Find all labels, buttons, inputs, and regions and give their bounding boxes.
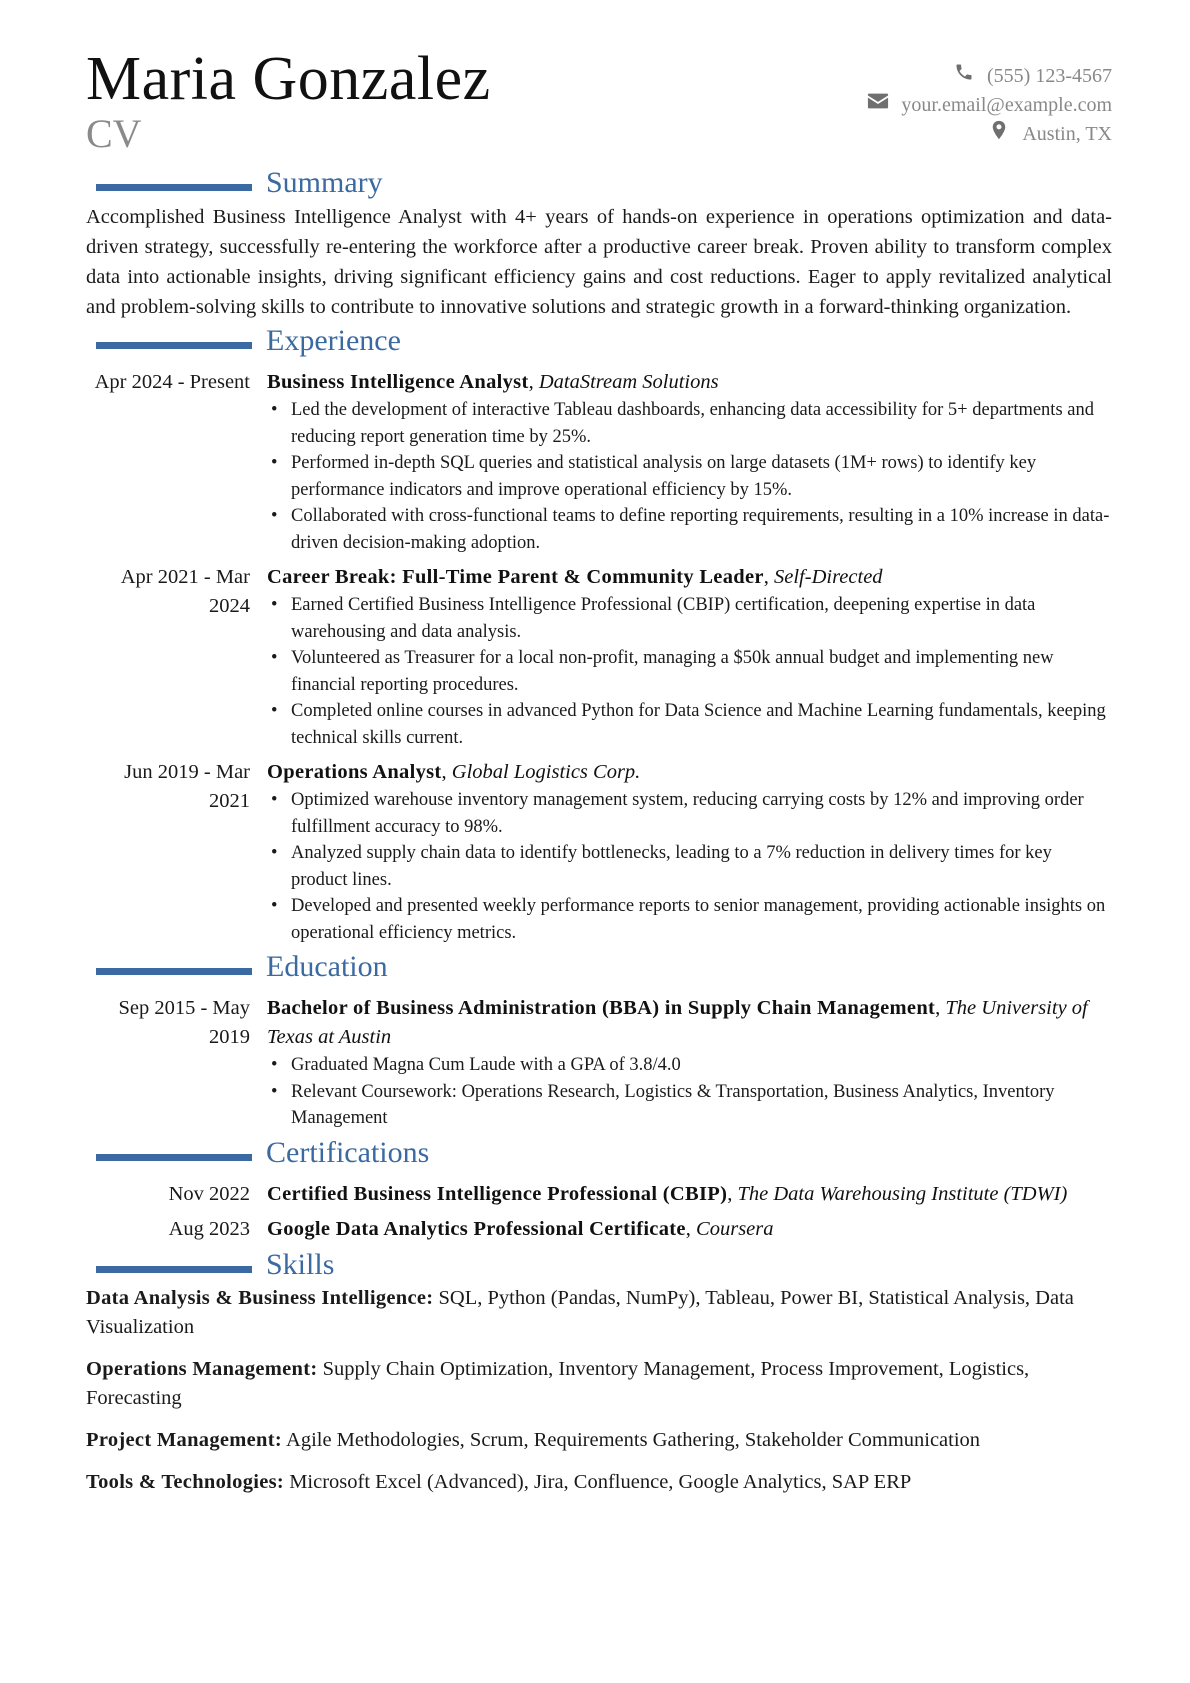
document-label: CV	[86, 111, 142, 156]
cv-page	[86, 40, 1112, 1510]
skill-label: Operations Management:	[86, 1357, 318, 1380]
skill-label: Data Analysis & Business Intelligence:	[86, 1286, 434, 1309]
section-title: Skills	[266, 1247, 335, 1281]
skill-value: Microsoft Excel (Advanced), Jira, Confluence, Google Analytics, SAP ERP	[289, 1470, 912, 1493]
bullet-list	[267, 397, 1112, 556]
skill-row	[86, 1284, 1112, 1342]
entry-role: Bachelor of Business Administration (BBA) in Supply Chain Management	[267, 997, 936, 1019]
entry-title: Google Data Analytics Professional Certificate, Coursera	[267, 1217, 774, 1240]
entry-org: Self-Directed	[774, 566, 883, 588]
email-address[interactable]: your.email@example.com	[901, 94, 1112, 116]
entry-role: Business Intelligence Analyst	[267, 371, 529, 393]
entry-date: Nov 2022	[168, 1182, 250, 1205]
location-text: Austin, TX	[1022, 123, 1112, 145]
skill-row	[86, 1468, 1112, 1497]
skill-row	[86, 1355, 1112, 1413]
skill-value: Agile Methodologies, Scrum, Requirements Gathering, Stakeholder Communication	[286, 1428, 981, 1451]
entry-date: Aug 2023	[168, 1217, 250, 1240]
section-accent-bar	[96, 1154, 252, 1161]
section-accent-bar	[96, 968, 252, 975]
entry-body	[267, 994, 1112, 1132]
bullet-list	[267, 1052, 1112, 1132]
section-accent-bar	[96, 342, 252, 349]
entry-body	[267, 563, 1112, 751]
section-title: Education	[266, 950, 388, 983]
entry-title: Operations Analyst, Global Logistics Corp.	[267, 761, 641, 783]
education-entry	[86, 994, 1112, 1132]
cv-header	[86, 45, 1112, 168]
section-skills-header	[86, 1247, 1112, 1284]
contact-block	[867, 62, 1112, 149]
entry-date: Apr 2024 - Present	[94, 371, 250, 393]
entry-role: Certified Business Intelligence Professional (CBIP)	[267, 1182, 728, 1205]
entry-body	[267, 1180, 1112, 1209]
list-item: • Completed online courses in advanced Python for Data Science and Machine Learning fundamentals, keeping technical skills current.	[267, 698, 1112, 751]
entry-body	[267, 1215, 1112, 1244]
section-summary-header	[86, 168, 1112, 202]
entry-org: DataStream Solutions	[538, 371, 719, 393]
entry-body	[267, 368, 1112, 556]
list-item: • Led the development of interactive Tableau dashboards, enhancing data accessibility for 5+ departments and reducing report generation time by 25%.	[267, 397, 1112, 450]
bullet-list	[267, 787, 1112, 946]
entry-title: Business Intelligence Analyst, DataStream Solutions	[267, 371, 719, 393]
summary-text: Accomplished Business Intelligence Analyst with 4+ years of hands-on experience in operations optimization and data-driven strategy, successfully re-entering the workforce after a productive career break. Proven ability to transform complex data into actionable insights, driving significant efficiency gains and cost reductions. Eager to apply revitalized analytical and problem-solving skills to contribute to innovative solutions and strategic growth in a forward-thinking organization.	[86, 206, 1112, 318]
contact-location	[867, 120, 1112, 149]
skill-value: SQL, Python (Pandas, NumPy), Tableau, Power BI, Statistical Analysis, Data Visualization	[86, 1286, 1074, 1338]
entry-date: Jun 2019 - Mar 2021	[124, 761, 250, 812]
list-item: • Optimized warehouse inventory management system, reducing carrying costs by 12% and improving order fulfillment accuracy to 98%.	[267, 787, 1112, 840]
section-accent-bar	[96, 1266, 252, 1273]
entry-org: Coursera	[696, 1217, 774, 1240]
skill-value: Supply Chain Optimization, Inventory Management, Process Improvement, Logistics, Forecasting	[86, 1357, 1030, 1409]
contact-phone	[867, 62, 1112, 91]
certification-entry	[86, 1180, 1112, 1209]
list-item: • Collaborated with cross-functional teams to define reporting requirements, resulting in a 10% increase in data-driven decision-making adoption.	[267, 503, 1112, 556]
entry-body	[267, 758, 1112, 946]
skill-row	[86, 1426, 1112, 1455]
entry-date: Apr 2021 - Mar 2024	[120, 566, 250, 617]
list-item: • Developed and presented weekly performance reports to senior management, providing actionable insights on operational efficiency metrics.	[267, 893, 1112, 946]
entry-org: The University of Texas at Austin	[267, 997, 1088, 1048]
entry-org: The Data Warehousing Institute (TDWI)	[737, 1182, 1068, 1205]
map-pin-icon	[988, 120, 1010, 149]
candidate-name: Maria Gonzalez	[86, 45, 491, 113]
certification-entry	[86, 1215, 1112, 1244]
entry-title: Certified Business Intelligence Professional (CBIP), The Data Warehousing Institute (TDWI)	[267, 1182, 1068, 1205]
list-item: • Analyzed supply chain data to identify bottlenecks, leading to a 7% reduction in delivery times for key product lines.	[267, 840, 1112, 893]
list-item: • Performed in-depth SQL queries and statistical analysis on large datasets (1M+ rows) to identify key performance indicators and improve operational efficiency by 15%.	[267, 450, 1112, 503]
entry-date: Sep 2015 - May 2019	[118, 997, 250, 1048]
experience-entry	[86, 758, 1112, 946]
entry-role: Career Break: Full-Time Parent & Community Leader	[267, 566, 764, 588]
list-item: • Graduated Magna Cum Laude with a GPA of 3.8/4.0	[267, 1052, 1112, 1079]
section-title: Certifications	[266, 1135, 430, 1169]
section-title: Experience	[266, 324, 401, 357]
entry-org: Global Logistics Corp.	[451, 761, 641, 783]
entry-role: Operations Analyst	[267, 761, 442, 783]
envelope-icon	[867, 91, 889, 120]
experience-entry	[86, 368, 1112, 556]
entry-role: Google Data Analytics Professional Certificate	[267, 1217, 686, 1240]
experience-entry	[86, 563, 1112, 751]
entry-title: Bachelor of Business Administration (BBA) in Supply Chain Management, The University of Texas at Austin	[267, 997, 1088, 1048]
section-title: Summary	[266, 166, 383, 199]
list-item: • Relevant Coursework: Operations Research, Logistics & Transportation, Business Analytics, Inventory Management	[267, 1079, 1112, 1132]
list-item: • Volunteered as Treasurer for a local non-profit, managing a $50k annual budget and implementing new financial reporting procedures.	[267, 645, 1112, 698]
section-certifications-header	[86, 1135, 1112, 1172]
section-education-header	[86, 952, 1112, 986]
section-accent-bar	[96, 184, 252, 191]
phone-icon	[953, 62, 975, 91]
list-item: • Earned Certified Business Intelligence Professional (CBIP) certification, deepening expertise in data warehousing and data analysis.	[267, 592, 1112, 645]
skill-label: Tools & Technologies:	[86, 1470, 285, 1493]
bullet-list	[267, 592, 1112, 751]
entry-title: Career Break: Full-Time Parent & Community Leader, Self-Directed	[267, 566, 883, 588]
phone-number[interactable]: (555) 123-4567	[987, 65, 1112, 87]
skill-label: Project Management:	[86, 1428, 283, 1451]
section-experience-header	[86, 326, 1112, 360]
contact-email	[867, 91, 1112, 120]
